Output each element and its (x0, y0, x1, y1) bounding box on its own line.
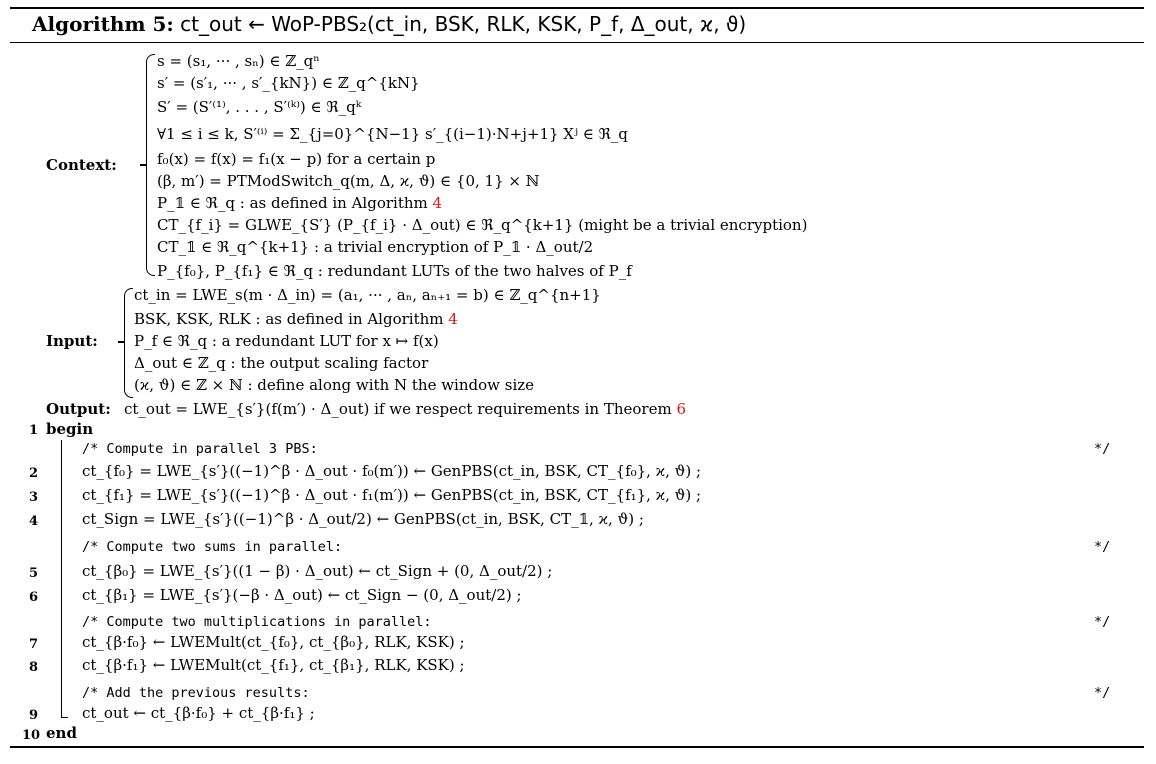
line-number: 9 (28, 708, 38, 723)
line-number: 8 (28, 660, 38, 675)
algorithm-signature: ct_out ← WoP-PBS₂(ct_in, BSK, RLK, KSK, P_f, Δ_out, ϰ, ϑ) (180, 12, 747, 36)
algorithm-label: Algorithm 5: (32, 12, 174, 36)
comment: /* Compute two multiplications in parallel: (82, 614, 432, 630)
context-line: P_{f₀}, P_{f₁} ∈ ℜ_q : redundant LUTs of the two halves of P_f (157, 262, 632, 280)
statement: ct_out ← ct_{β·f₀} + ct_{β·f₁} ; (82, 704, 315, 722)
line-number: 2 (28, 466, 38, 481)
line-number: 1 (28, 423, 38, 438)
input-line: P_f ∈ ℜ_q : a redundant LUT for x ↦ f(x) (134, 332, 439, 350)
input-line: BSK, KSK, RLK : as defined in Algorithm 4 (134, 310, 458, 328)
block-scope-bar (61, 440, 62, 717)
input-brace-tip (118, 341, 124, 343)
top-rule (10, 7, 1144, 9)
statement: ct_{f₀} = LWE_{s′}((−1)^β · Δ_out · f₀(m′)) ← GenPBS(ct_in, BSK, CT_{f₀}, ϰ, ϑ) ; (82, 462, 702, 480)
context-line: f₀(x) = f(x) = f₁(x − p) for a certain p (157, 150, 436, 168)
context-line: s′ = (s′₁, ··· , s′_{kN}) ∈ ℤ_q^{kN} (157, 74, 420, 92)
block-scope-foot (61, 717, 68, 718)
algorithm-caption (32, 12, 746, 36)
output-text: ct_out = LWE_{s′}(f(m′) · Δ_out) if we respect requirements in Theorem 6 (124, 400, 686, 418)
line-number: 7 (28, 637, 38, 652)
comment-close: */ (1094, 441, 1111, 457)
context-brace-tip (140, 164, 146, 166)
input-line: ct_in = LWE_s(m · Δ_in) = (a₁, ··· , aₙ, aₙ₊₁ = b) ∈ ℤ_q^{n+1} (134, 286, 601, 304)
begin-keyword: begin (46, 420, 94, 438)
reference-link[interactable]: 4 (448, 310, 458, 328)
context-line: CT_𝟙 ∈ ℜ_q^{k+1} : a trivial encryption of P_𝟙 · Δ_out/2 (157, 238, 594, 256)
line-number: 10 (22, 728, 41, 743)
input-label: Input: (46, 332, 98, 350)
caption-rule (10, 42, 1144, 43)
comment-close: */ (1094, 685, 1111, 701)
context-line: (β, m′) = PTModSwitch_q(m, Δ, ϰ, ϑ) ∈ {0, 1} × ℕ (157, 172, 540, 190)
bottom-rule (10, 746, 1144, 748)
context-line: ∀1 ≤ i ≤ k, S′⁽ⁱ⁾ = Σ_{j=0}^{N−1} s′_{(i−1)·N+j+1} Xʲ ∈ ℜ_q (157, 125, 628, 143)
input-line: (ϰ, ϑ) ∈ ℤ × ℕ : define along with N the window size (134, 376, 535, 394)
input-brace (124, 288, 133, 398)
statement: ct_{β₀} = LWE_{s′}((1 − β) · Δ_out) ← ct_Sign + (0, Δ_out/2) ; (82, 562, 553, 580)
end-keyword: end (46, 724, 77, 742)
line-number: 4 (28, 514, 38, 529)
statement: ct_{β·f₀} ← LWEMult(ct_{f₀}, ct_{β₀}, RLK, KSK) ; (82, 633, 465, 651)
output-label: Output: (46, 400, 111, 418)
statement: ct_{f₁} = LWE_{s′}((−1)^β · Δ_out · f₁(m′)) ← GenPBS(ct_in, BSK, CT_{f₁}, ϰ, ϑ) ; (82, 486, 702, 504)
comment-close: */ (1094, 614, 1111, 630)
context-line-text: P_𝟙 ∈ ℜ_q : as defined in Algorithm 4 (157, 194, 443, 212)
context-brace (146, 54, 155, 276)
statement: ct_{β₁} = LWE_{s′}(−β · Δ_out) ← ct_Sign − (0, Δ_out/2) ; (82, 586, 522, 604)
context-label: Context: (46, 156, 117, 174)
reference-link[interactable]: 4 (432, 194, 443, 212)
context-line (157, 194, 442, 212)
statement: ct_{β·f₁} ← LWEMult(ct_{f₁}, ct_{β₁}, RLK, KSK) ; (82, 656, 465, 674)
statement: ct_Sign = LWE_{s′}((−1)^β · Δ_out/2) ← GenPBS(ct_in, BSK, CT_𝟙, ϰ, ϑ) ; (82, 510, 644, 528)
comment: /* Compute two sums in parallel: (82, 539, 343, 555)
context-line: S′ = (S′⁽¹⁾, . . . , S′⁽ᵏ⁾) ∈ ℜ_qᵏ (157, 98, 362, 116)
comment-close: */ (1094, 539, 1111, 555)
line-number: 6 (28, 590, 38, 605)
comment: /* Add the previous results: (82, 685, 310, 701)
context-line: s = (s₁, ··· , sₙ) ∈ ℤ_qⁿ (157, 52, 320, 70)
line-number: 3 (28, 490, 38, 505)
comment: /* Compute in parallel 3 PBS: (82, 441, 318, 457)
line-number: 5 (28, 566, 38, 581)
context-line: CT_{f_i} = GLWE_{S′} (P_{f_i} · Δ_out) ∈ ℜ_q^{k+1} (might be a trivial encryption) (157, 216, 808, 234)
input-line: Δ_out ∈ ℤ_q : the output scaling factor (134, 354, 429, 372)
reference-link[interactable]: 6 (676, 400, 686, 418)
